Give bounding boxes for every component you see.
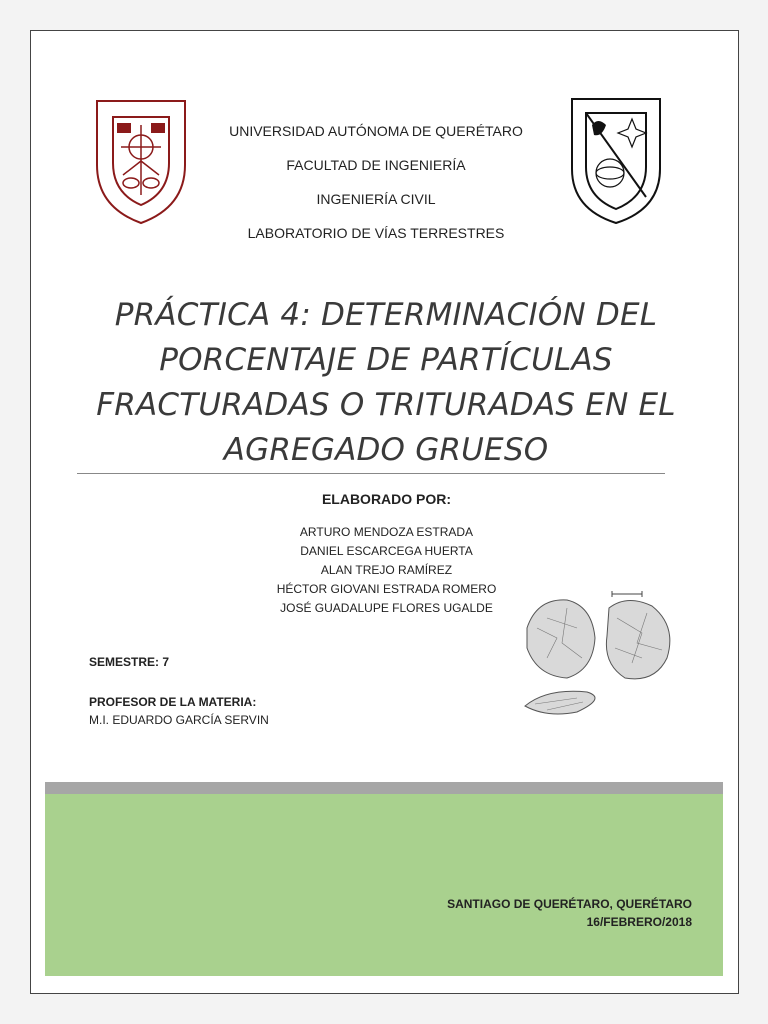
title-line: FRACTURADAS O TRITURADAS EN EL [96, 387, 676, 423]
career-name: INGENIERÍA CIVIL [316, 191, 436, 207]
faculty-name: FACULTAD DE INGENIERÍA [286, 157, 466, 173]
title-line: AGREGADO GRUESO [223, 432, 549, 468]
title-line: PORCENTAJE DE PARTÍCULAS [159, 342, 613, 378]
grey-band [45, 782, 723, 794]
footer-green-box [45, 794, 723, 976]
title-line: PRÁCTICA 4: DETERMINACIÓN DEL [114, 297, 658, 333]
author-name: JOSÉ GUADALUPE FLORES UGALDE [280, 601, 493, 615]
cover-page [30, 30, 739, 994]
author-name: HÉCTOR GIOVANI ESTRADA ROMERO [276, 582, 497, 596]
credits-panel [79, 483, 694, 781]
author-name: ALAN TREJO RAMÍREZ [320, 563, 453, 577]
professor-label: PROFESOR DE LA MATERIA: [89, 695, 257, 709]
document-title [91, 293, 681, 473]
author-name: DANIEL ESCARCEGA HUERTA [300, 544, 473, 558]
facultad-ingenieria-seal-icon [93, 95, 189, 227]
footer-date: 16/FEBRERO/2018 [586, 915, 692, 929]
university-name: UNIVERSIDAD AUTÓNOMA DE QUERÉTARO [229, 123, 523, 139]
title-divider [77, 473, 665, 474]
credits-heading: ELABORADO POR: [321, 491, 452, 507]
footer-location: SANTIAGO DE QUERÉTARO, QUERÉTARO [447, 897, 692, 911]
fractured-rock-sketch-icon [517, 588, 687, 738]
author-name: ARTURO MENDOZA ESTRADA [299, 525, 474, 539]
professor-name: M.I. EDUARDO GARCÍA SERVIN [89, 713, 269, 727]
uaq-shield-icon [568, 95, 664, 227]
semester-label: SEMESTRE: 7 [89, 655, 170, 669]
laboratory-name: LABORATORIO DE VÍAS TERRESTRES [247, 225, 505, 241]
footer-place-date [447, 895, 692, 931]
